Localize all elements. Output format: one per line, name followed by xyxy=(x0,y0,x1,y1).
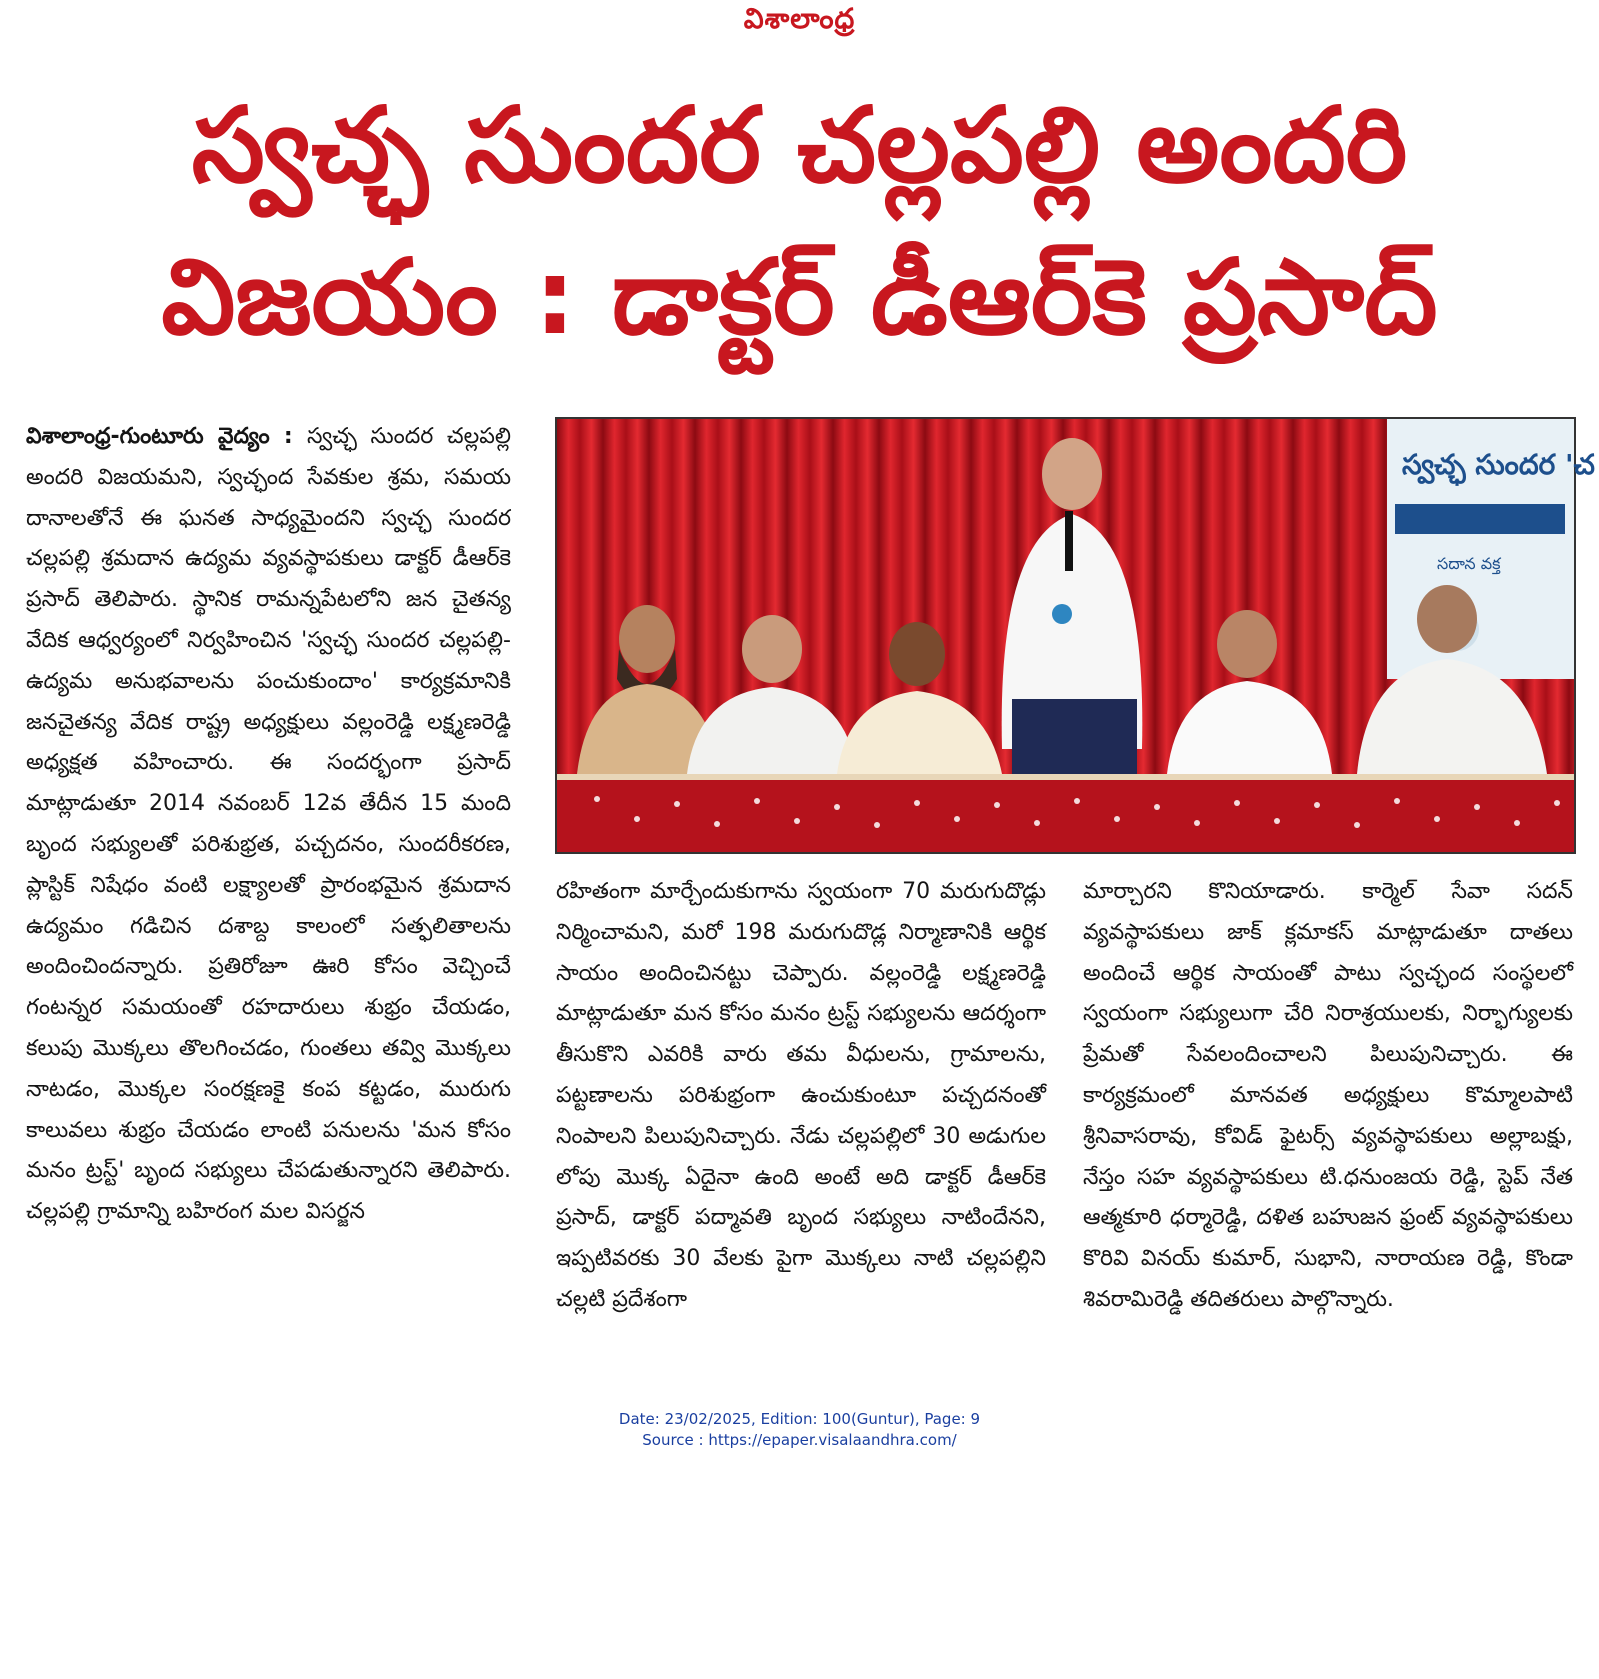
footer-date-edition: Date: 23/02/2025, Edition: 100(Guntur), Page: 9 xyxy=(618,1410,981,1428)
masthead-logo: విశాలాంధ్ర xyxy=(743,2,856,35)
article-dateline: విశాలాంధ్ర-గుంటూరు వైద్యం : xyxy=(26,424,307,449)
event-photo xyxy=(555,417,1595,854)
article-column-1 xyxy=(26,417,511,1679)
article-column-1-text: స్వచ్ఛ సుందర చల్లపల్లి అందరి విజయమని, స్వచ్ఛంద సేవకుల శ్రమ, సమయ దానాలతోనే ఈ ఘనత సాధ్యమైందని స్వచ్ఛ సుందర చల్లపల్లి శ్రమదాన ఉద్యమ వ్యవస్థాపకులు డాక్టర్ డీఆర్‌కె ప్రసాద్ తెలిపారు. స్థానిక రామన్నపేటలోని జన చైతన్య వేదిక ఆధ్వర్యంలో నిర్వహించిన 'స్వచ్ఛ సుందర చల్లపల్లి-ఉద్యమ అనుభవాలను పంచుకుందాం' కార్యక్రమానికి జనచైతన్య వేదిక రాష్ట్ర అధ్యక్షులు వల్లంరెడ్డి లక్ష్మణరెడ్డి అధ్యక్షత వహించారు. ఈ సందర్భంగా ప్రసాద్ మాట్లాడుతూ 2014 నవంబర్ 12వ తేదీన 15 మంది బృంద సభ్యులతో పరిశుభ్రత, పచ్చదనం, సుందరీకరణ, ప్లాస్టిక్ నిషేధం వంటి లక్ష్యాలతో ప్రారంభమైన శ్రమదాన ఉద్యమం గడిచిన దశాబ్ద కాలంలో సత్ఫలితాలను అందించిందన్నారు. ప్రతిరోజూ ఊరి కోసం వెచ్చించే గంటన్నర సమయంతో రహదారులు శుభ్రం చేయడం, కలుపు మొక్కలు తొలగించడం, గుంతలు తవ్వి మొక్కలు నాటడం, మొక్కల సంరక్షణకై కంప కట్టడం, మురుగు కాలువలు శుభ్రం చేయడం లాంటి పనులను 'మన కోసం మనం ట్రస్ట్' బృంద సభ్యులు చేపడుతున్నారని తెలిపారు. చల్లపల్లి గ్రామాన్ని బహిరంగ మల విసర్జన xyxy=(26,424,511,1225)
footer-source-link[interactable]: Source : https://epaper.visalaandhra.com/ xyxy=(642,1431,957,1449)
headline-line-2: విజయం : డాక్టర్ డీఆర్‌కె ప్రసాద్ xyxy=(161,236,1438,358)
article-column-3: మార్చారని కొనియాడారు. కార్మెల్ సేవా సదన్ వ్యవస్థాపకులు జాక్ క్లమాకస్ మాట్లాడుతూ దాతలు అందించే ఆర్థిక సాయంతో పాటు స్వచ్ఛంద సంస్థలలో స్వయంగా సభ్యులుగా చేరి నిరాశ్రయులకు, నిర్భాగ్యులకు ప్రేమతో సేవలందించాలని పిలుపునిచ్చారు. ఈ కార్యక్రమంలో మానవత అధ్యక్షులు కొమ్మాలపాటి శ్రీనివాసరావు, కోవిడ్ ఫైటర్స్ వ్యవస్థాపకులు అల్లాబక్షు, నేస్తం సహ వ్యవస్థాపకులు టి.ధనుంజయ రెడ్డి, స్టెప్ నేత ఆత్మకూరి ధర్మారెడ్డి, దళిత బహుజన ఫ్రంట్ వ్యవస్థాపకులు కొరివి వినయ్ కుమార్, సుభాని, నారాయణ రెడ్డి, కొండా శివరామిరెడ్డి తదితరులు పాల్గొన్నారు. xyxy=(1083,879,1573,1312)
banner-title: స్వచ్ఛ సుందర 'చ xyxy=(1402,448,1595,481)
headline-line-1: స్వచ్ఛ సుందర చల్లపల్లి అందరి xyxy=(191,84,1408,206)
article-column-2: రహితంగా మార్చేందుకుగాను స్వయంగా 70 మరుగుదొడ్లు నిర్మించామని, మరో 198 మరుగుదొడ్ల నిర్మాణానికి ఆర్థిక సాయం అందించినట్టు చెప్పారు. వల్లంరెడ్డి లక్ష్మణరెడ్డి మాట్లాడుతూ మన కోసం మనం ట్రస్ట్ సభ్యులను ఆదర్శంగా తీసుకొని ఎవరికి వారు తమ వీధులను, గ్రామాలను, పట్టణాలను పరిశుభ్రంగా ఉంచుకుంటూ పచ్చదనంతో నింపాలని పిలుపునిచ్చారు. నేడు చల్లపల్లిలో 30 అడుగుల లోపు మొక్క ఏదైనా ఉంది అంటే అది డాక్టర్ డీఆర్‌కె ప్రసాద్, డాక్టర్ పద్మావతి బృంద సభ్యులు నాటిందేనని, ఇప్పటివరకు 30 వేలకు పైగా మొక్కలు నాటి చల్లపల్లిని చల్లటి ప్రదేశంగా xyxy=(556,879,1046,1312)
banner-subtitle: సదాన వక్త xyxy=(1437,554,1501,573)
